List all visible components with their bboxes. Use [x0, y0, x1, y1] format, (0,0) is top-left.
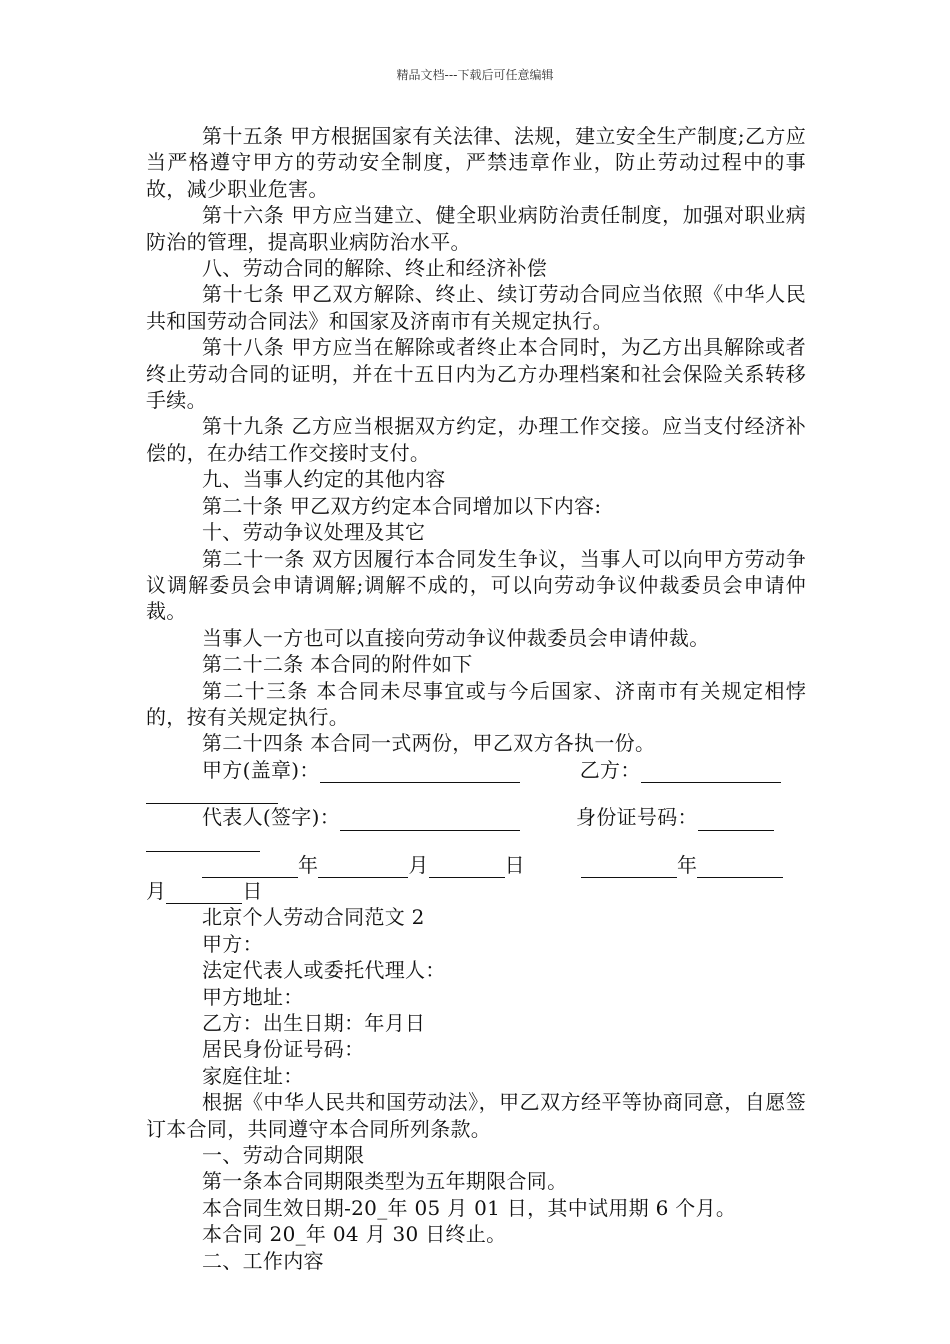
contract2-section-1: 一、劳动合同期限	[202, 1143, 365, 1168]
date-a-year-blank	[202, 857, 298, 878]
contract2-effective-date: 本合同生效日期-20_年 05 月 01 日，其中试用期 6 个月。	[202, 1195, 737, 1220]
date-a-day-label: 日	[504, 852, 525, 877]
contract2-termination-date: 本合同 20_年 04 月 30 日终止。	[202, 1222, 507, 1247]
contract2-party-b-birth: 乙方：出生日期：年月日	[202, 1011, 426, 1035]
signature-rep-line-wrap	[146, 831, 806, 852]
signature-party-line	[146, 757, 806, 783]
article-21-note: 当事人一方也可以直接向劳动争议仲裁委员会申请仲裁。	[202, 625, 710, 650]
article-21: 第二十一条 双方因履行本合同发生争议，当事人可以向甲方劳动争议调解委员会申请调解;调解不成的，可以向劳动争议仲裁委员会申请仲裁。	[146, 546, 806, 624]
article-19: 第十九条 乙方应当根据双方约定，办理工作交接。应当支付经济补偿的，在办结工作交接时支付。	[146, 414, 806, 465]
contract2-preamble: 根据《中华人民共和国劳动法》，甲乙双方经平等协商同意，自愿签订本合同，共同遵守本合同所列条款。	[146, 1090, 806, 1141]
document-body	[146, 123, 806, 1274]
id-number-blank-continued	[146, 831, 260, 852]
section-10-heading: 十、劳动争议处理及其它	[202, 520, 426, 545]
date-a-day-blank	[429, 857, 505, 878]
date-b-month-label: 月	[146, 878, 167, 903]
section-9-heading: 九、当事人约定的其他内容	[202, 467, 446, 492]
date-a-month-blank	[318, 857, 408, 878]
contract2-home-address: 家庭住址：	[202, 1063, 304, 1088]
date-b-month-blank	[697, 857, 783, 878]
id-number-label: 身份证号码：	[576, 805, 698, 830]
signature-date-line	[146, 852, 806, 878]
contract2-legal-rep: 法定代表人或委托代理人：	[202, 958, 446, 983]
party-b-label: 乙方：	[579, 757, 641, 782]
id-number-blank	[698, 810, 774, 831]
signature-date-line-wrap	[146, 878, 806, 904]
contract2-title: 北京个人劳动合同范文 2	[202, 905, 425, 930]
date-a-year-label: 年	[298, 852, 319, 877]
party-b-blank-continued	[146, 783, 278, 804]
article-24: 第二十四条 本合同一式两份，甲乙双方各执一份。	[202, 731, 656, 756]
contract2-section-2: 二、工作内容	[202, 1248, 324, 1273]
contract2-party-a: 甲方：	[202, 931, 263, 956]
article-16: 第十六条 甲方应当建立、健全职业病防治责任制度，加强对职业病防治的管理，提高职业病防治水平。	[146, 203, 806, 254]
party-a-seal-label: 甲方(盖章)：	[202, 757, 320, 782]
signature-rep-line	[146, 804, 806, 830]
article-23: 第二十三条 本合同未尽事宜或与今后国家、济南市有关规定相悖的，按有关规定执行。	[146, 678, 806, 729]
article-20: 第二十条 甲乙双方约定本合同增加以下内容:	[202, 493, 602, 518]
page-header: 精品文档---下载后可任意编辑	[396, 68, 554, 82]
date-b-day-blank	[166, 883, 242, 904]
article-15: 第十五条 甲方根据国家有关法律、法规，建立安全生产制度;乙方应当严格遵守甲方的劳动安全制度，严禁违章作业，防止劳动过程中的事故，减少职业危害。	[146, 124, 806, 201]
party-a-seal-blank	[320, 762, 520, 783]
representative-label: 代表人(签字)：	[202, 805, 341, 830]
section-8-heading: 八、劳动合同的解除、终止和经济补偿	[202, 256, 548, 281]
contract2-id-card: 居民身份证号码：	[202, 1037, 365, 1062]
date-a-month-label: 月	[408, 852, 429, 877]
date-b-year-blank	[581, 857, 677, 878]
contract2-address-a: 甲方地址：	[202, 984, 304, 1009]
article-17: 第十七条 甲乙双方解除、终止、续订劳动合同应当依照《中华人民共和国劳动合同法》和国家及济南市有关规定执行。	[146, 282, 806, 333]
contract2-article-1: 第一条本合同期限类型为五年期限合同。	[202, 1169, 568, 1194]
signature-party-line-wrap	[146, 783, 806, 804]
party-b-blank	[641, 762, 781, 783]
representative-blank	[340, 810, 520, 831]
date-b-day-label: 日	[242, 878, 263, 903]
date-b-year-label: 年	[676, 852, 698, 877]
article-18: 第十八条 甲方应当在解除或者终止本合同时，为乙方出具解除或者终止劳动合同的证明，并在十五日内为乙方办理档案和社会保险关系转移手续。	[146, 335, 806, 413]
article-22: 第二十二条 本合同的附件如下	[202, 652, 473, 677]
